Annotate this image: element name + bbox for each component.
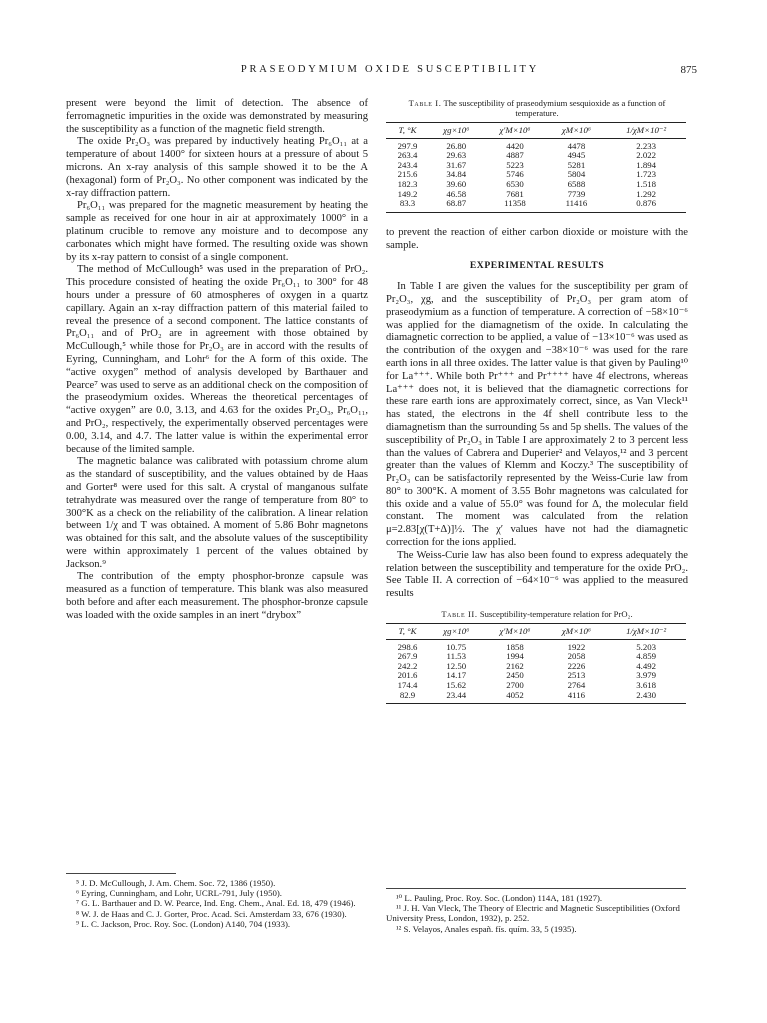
table-cell: 4945 (567, 150, 586, 161)
footnote-rule (66, 873, 176, 874)
table-cell: 4052 (506, 689, 524, 700)
column-header: χg×10⁶ (429, 624, 483, 640)
table-row (386, 199, 686, 212)
table-header-row (386, 123, 686, 139)
paragraph: Pr₆O₁₁ was prepared for the magnetic measurement by heating the sample as received for one hour in air at approximately 1000° in a platinum crucible to remove any moisture and to decompose any carbonates which might have formed. The resulting oxide was shown by its x-ray pattern to consist of a single component. (66, 200, 368, 263)
table-cell: 174.4 (397, 680, 418, 691)
footnote: ⁵ J. D. McCullough, J. Am. Chem. Soc. 72, 1386 (1950). (76, 878, 276, 888)
footnote: ¹¹ J. H. Van Vleck, The Theory of Electric and Magnetic Susceptibilities (Oxford University Press, London, 1932), p. 252. (386, 903, 680, 924)
column-header: χM×10⁶ (547, 624, 607, 640)
table-cell: 242.2 (397, 660, 418, 671)
table-cell: 5281 (567, 159, 586, 170)
table-cell: 243.4 (397, 159, 418, 170)
paragraph: The contribution of the empty phosphor-bronze capsule was measured as a function of temperature. This blank was also measured both before and after each measurement. The phosphor-bronze capsule was loaded with the oxide samples in an inert “drybox” (66, 571, 368, 621)
paragraph: The magnetic balance was calibrated with potassium chrome alum as the standard of susceptibility, and the values obtained by de Haas and Gorter⁸ were used for this salt. A crystal of manganous sulfate tetrahydrate was measured over the range of temperature from 80° to 300°K as a check on the reliability of the calibration. A linear relation between 1/χ and T was obtained. A moment of 5.86 Bohr magnetons was obtained for this salt, and the absolute values of the susceptibility were within approximately 1 percent of the values obtained by Jackson.⁹ (66, 456, 368, 570)
table-cell: 31.67 (446, 159, 467, 170)
table-cell: 7681 (506, 188, 524, 199)
table-cell: 14.17 (446, 670, 467, 681)
table-cell: 2058 (567, 651, 586, 662)
table-cell: 83.3 (399, 198, 416, 209)
paragraph: to prevent the reaction of either carbon dioxide or moisture with the sample. (386, 226, 688, 251)
table-cell: 1.723 (636, 169, 657, 180)
table-1-label: Table I. (408, 98, 442, 108)
table-cell: 2450 (506, 670, 524, 681)
column-header: χ′M×10⁶ (483, 123, 546, 139)
table-cell: 11.53 (446, 651, 466, 662)
footnote-rule (386, 888, 686, 889)
table-cell: 23.44 (446, 689, 467, 700)
table-cell: 2.430 (636, 689, 657, 700)
footnote: ⁷ G. L. Barthauer and D. W. Pearce, Ind. Eng. Chem., Anal. Ed. 18, 479 (1946). (76, 898, 356, 909)
table-2-grid (386, 623, 686, 704)
table-cell: 297.9 (397, 140, 418, 151)
table-cell: 5746 (506, 169, 524, 180)
column-header: χg×10⁶ (429, 123, 483, 139)
table-cell: 1.518 (636, 178, 657, 189)
table-cell: 11358 (504, 198, 526, 209)
table-cell: 1858 (506, 641, 524, 652)
table-cell: 2513 (567, 670, 586, 681)
table-cell: 4478 (567, 140, 586, 151)
table-cell: 5.203 (636, 641, 657, 652)
table-header-row (386, 624, 686, 640)
section-heading: EXPERIMENTAL RESULTS (469, 260, 605, 272)
table-cell: 4420 (506, 140, 524, 151)
table-2-body (386, 639, 686, 704)
table-cell: 215.6 (397, 169, 418, 180)
table-cell: 0.876 (636, 198, 657, 209)
column-header: 1/χM×10⁻² (606, 624, 686, 640)
table-1-body (386, 138, 686, 212)
table-cell: 5223 (506, 159, 524, 170)
column-header: T, °K (386, 123, 429, 139)
table-cell: 7739 (567, 188, 586, 199)
paragraph: present were beyond the limit of detection. The absence of ferromagnetic impurities in the oxide was demonstrated by measuring the susceptibility as a function of the magnetic field strength. (66, 98, 368, 135)
footnote: ⁸ W. J. de Haas and C. J. Gorter, Proc. Acad. Sci. Amsterdam 33, 676 (1930). (76, 908, 347, 919)
footnotes-left (66, 878, 368, 929)
table-cell: 10.75 (446, 641, 467, 652)
left-column (66, 98, 368, 623)
column-header: χM×10⁶ (547, 123, 607, 139)
table-cell: 6530 (506, 178, 524, 189)
table-cell: 2162 (506, 660, 524, 671)
table-cell: 201.6 (397, 670, 418, 681)
column-header: T, °K (386, 624, 429, 640)
paragraph: The Weiss-Curie law has also been found to express adequately the relation between the susceptibility and temperature for the oxide PrO₂. See Table II. A correction of −64×10⁻⁶ was applied to the measured results (386, 549, 688, 600)
running-head: PRASEODYMIUM OXIDE SUSCEPTIBILITY (240, 64, 540, 75)
table-cell: 298.6 (397, 641, 418, 652)
footnotes-right (386, 893, 688, 934)
table-cell: 6588 (567, 178, 586, 189)
page-number: 875 (680, 64, 697, 76)
table-cell: 267.9 (397, 651, 418, 662)
table-1-caption (386, 98, 688, 118)
table-cell: 39.60 (446, 178, 467, 189)
table-1-caption-text: The susceptibility of praseodymium sesquioxide as a function of temperature. (443, 98, 666, 118)
table-cell: 68.87 (446, 198, 467, 209)
table-cell: 26.80 (446, 140, 467, 151)
table-cell: 5804 (567, 169, 586, 180)
table-cell: 4116 (567, 689, 586, 700)
paragraph: The oxide Pr₂O₃ was prepared by inductively heating Pr₆O₁₁ at a temperature of about 1400° for sixteen hours at a pressure of about 5 microns. An x-ray analysis of this sample showed it to be the A (hexagonal) form of Pr₂O₃. No other component was indicated by the x-ray diffraction pattern. (66, 136, 368, 199)
footnote: ¹⁰ L. Pauling, Proc. Roy. Soc. (London) 114A, 181 (1927). (396, 893, 603, 903)
table-cell: 12.50 (446, 660, 467, 671)
table-cell: 1.292 (636, 188, 657, 199)
table-cell: 15.62 (446, 680, 467, 691)
table-2-label: Table II. (441, 609, 478, 620)
table-cell: 4.859 (636, 651, 657, 662)
table-cell: 1994 (506, 651, 524, 662)
table-cell: 182.3 (397, 178, 418, 189)
table-1 (386, 98, 688, 213)
table-cell: 3.979 (636, 670, 657, 681)
table-cell: 149.2 (397, 188, 418, 199)
table-2 (386, 609, 688, 704)
table-cell: 82.9 (399, 689, 416, 700)
table-cell: 4887 (506, 150, 524, 161)
column-header: 1/χM×10⁻² (606, 123, 686, 139)
footnote: ⁶ Eyring, Cunningham, and Lohr, UCRL-791, July (1950). (76, 888, 283, 899)
table-row (386, 691, 686, 704)
paragraph: The method of McCullough⁵ was used in the preparation of PrO₂. This procedure consisted of heating the oxide Pr₆O₁₁ to 300° for 48 hours under a pressure of 60 atmospheres of oxygen in a quartz capillary. Again an x-ray diffraction pattern of this material failed to reveal the presence of a second component. The lattice constants of Pr₆O₁₁ and of PrO₂ are in agreement with those obtained by McCullough,⁵ while those for Pr₂O₃ are in accord with the results of Eyring, Cunningham, and Lohr⁶ for the A form of this oxide. The “active oxygen” method of analysis developed by Barthauer and Pearce⁷ was used to serve as an additional check on the composition of the praseodymium oxides. Whereas the theoretical percentages of “active oxygen” are 0.0, 3.13, and 4.63 for the oxides Pr₂O₃, Pr₆O₁₁, and PrO₂, respectively, the experimentally observed percentages were 0.00, 3.14, and 4.7. The latter value is within the experimental error because of the limited sample. (66, 264, 368, 455)
table-2-caption (386, 609, 688, 619)
right-column (386, 98, 688, 704)
table-cell: 263.4 (397, 150, 418, 161)
table-2-caption-text: Susceptibility-temperature relation for PrO₂. (479, 609, 633, 620)
table-cell: 34.84 (446, 169, 467, 180)
table-cell: 2226 (567, 660, 586, 671)
paragraph: In Table I are given the values for the susceptibility per gram of Pr₂O₃, χg, and the susceptibility of Pr₂O₃ per gram atom of praseodymium as a function of temperature. A correction of −58×10⁻⁶ was applied for the diamagnetism of the oxide. In calculating the diamagnetic correction to be applied, a value of −13×10⁻⁶ was used as the contribution of the oxygen and −38×10⁻⁶ was used for the rare earth ions in all three oxides. The latter value is that given by Pauling¹⁰ for La⁺⁺⁺. While both Pr⁺⁺⁺ and Pr⁺⁺⁺⁺ have 4f electrons, whereas La⁺⁺⁺ does not, it is believed that the diamagnetic corrections for these rare earth ions are approximately correct, since, as Van Vleck¹¹ has stated, the electrons in the 4f shell contribute less to the diamagnetism than the surrounding 5s and 5p shells. The values of the susceptibility of Pr₂O₃ in Table I are approximately 2 to 3 percent less than the values of Cabrera and Duperier² and Velayos,¹² and 3 percent greater than the values of Klemm and Koczy.³ The susceptibility of Pr₂O₃ can be satisfactorily represented by the Weiss-Curie law from 80° to 300°K. A moment of 3.55 Bohr magnetons was calculated for this oxide and a value of 55.0° was found for Δ, the molecular field constant. The moment was calculated from the relation μ=2.83[χ(T+Δ)]½. The χ′ values have not had the diamagnetic correction for the ions applied. (386, 281, 688, 549)
footnote: ¹² S. Velayos, Anales españ. fís. quím. 33, 5 (1935). (396, 923, 577, 934)
table-cell: 2700 (506, 680, 524, 691)
table-cell: 2.233 (636, 140, 657, 151)
table-cell: 1.894 (636, 159, 657, 170)
column-header: χ′M×10⁶ (483, 624, 546, 640)
table-cell: 29.63 (446, 150, 467, 161)
table-cell: 1922 (567, 641, 586, 652)
table-cell: 11416 (565, 198, 588, 209)
table-cell: 46.58 (446, 188, 467, 199)
footnote: ⁹ L. C. Jackson, Proc. Roy. Soc. (London) A140, 704 (1933). (76, 918, 291, 929)
table-cell: 3.618 (636, 680, 657, 691)
table-1-grid (386, 122, 686, 213)
table-cell: 4.492 (636, 660, 657, 671)
table-cell: 2764 (567, 680, 586, 691)
table-cell: 2.022 (636, 150, 657, 161)
